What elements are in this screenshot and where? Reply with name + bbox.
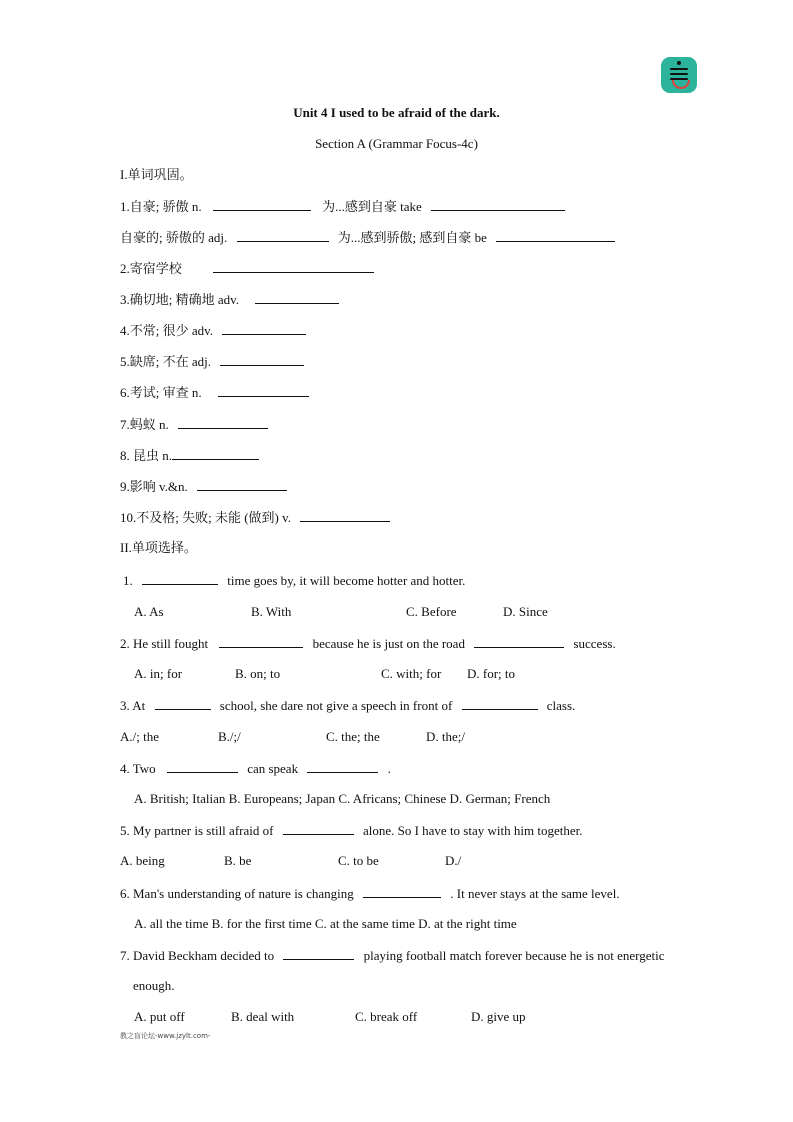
answer-blank[interactable] [220,353,304,366]
option-d[interactable]: D./ [445,853,462,868]
option-b[interactable]: B. on; to [235,666,281,681]
vocab-item-8: 8. 昆虫 n. [120,447,259,464]
vocab-item-7: 7.蚂蚁 n. [120,416,268,433]
footer-source: 教之盲论坛-www.jzylt.com- [120,1032,211,1040]
mc-question-7-continued: enough. [133,978,175,993]
option-c[interactable]: C. Before [406,604,457,619]
option-a[interactable]: A. being [120,853,165,868]
mc-question-6: 6. Man's understanding of nature is changing . It never stays at the same level. [120,886,620,901]
answer-blank[interactable] [255,291,339,304]
mc-question-5: 5. My partner is still afraid of alone. So I have to stay with him together. [120,823,583,838]
answer-blank[interactable] [213,198,311,211]
answer-blank[interactable] [300,509,390,522]
vocab-item-9: 9.影响 v.&n. [120,478,287,495]
answer-blank[interactable] [283,947,354,960]
part1-heading: I.单词巩固。 [120,167,193,182]
vocab-item-4: 4.不常; 很少 adv. [120,322,306,339]
option-a[interactable]: A./; the [120,729,159,744]
vocab-item-3: 3.确切地; 精确地 adv. [120,291,339,308]
option-b[interactable]: B. deal with [231,1009,295,1024]
answer-blank[interactable] [237,229,329,242]
mc-question-7: 7. David Beckham decided to playing football match forever because he is not energetic [120,948,665,963]
option-c[interactable]: C. to be [338,853,379,868]
option-d[interactable]: D. Since [503,604,548,619]
option-d[interactable]: D. give up [471,1009,526,1024]
option-a[interactable]: A. As [134,604,164,619]
mc-question-3: 3. At school, she dare not give a speech in front of class. [120,698,576,713]
option-b[interactable]: B. be [224,853,252,868]
answer-blank[interactable] [219,635,303,648]
answer-blank[interactable] [197,478,287,491]
option-c[interactable]: C. break off [355,1009,418,1024]
vocab-item-10: 10.不及格; 失败; 未能 (做到) v. [120,509,390,526]
answer-blank[interactable] [363,885,441,898]
page-subtitle: Section A (Grammar Focus-4c) [315,136,478,151]
answer-blank[interactable] [474,635,564,648]
answer-blank[interactable] [283,822,354,835]
answer-blank[interactable] [213,260,374,273]
answer-blank[interactable] [155,697,211,710]
answer-blank[interactable] [142,572,218,585]
answer-blank[interactable] [172,447,259,460]
answer-blank[interactable] [431,198,565,211]
site-logo-icon [661,57,697,93]
vocab-item-2: 2.寄宿学校 [120,260,374,277]
vocab-item-5: 5.缺席; 不在 adj. [120,353,304,370]
option-d[interactable]: D. for; to [467,666,516,681]
answer-blank[interactable] [222,322,306,335]
option-b[interactable]: B. With [251,604,292,619]
answer-blank[interactable] [462,697,538,710]
options-line[interactable]: A. British; Italian B. Europeans; Japan C. Africans; Chinese D. German; French [134,791,551,806]
part2-heading: II.单项选择。 [120,540,197,555]
option-a[interactable]: A. in; for [134,666,183,681]
vocab-item-1b: 自豪的; 骄傲的 adj. 为...感到骄傲; 感到自豪 be [120,229,615,246]
options-line[interactable]: A. all the time B. for the first time C. at the same time D. at the right time [134,916,517,931]
mc-question-2: 2. He still fought because he is just on the road success. [120,636,616,651]
option-c[interactable]: C. with; for [381,666,442,681]
answer-blank[interactable] [167,760,238,773]
mc-question-4: 4. Two can speak . [120,761,391,776]
option-b[interactable]: B./;/ [218,729,241,744]
mc-question-1: 1. time goes by, it will become hotter and hotter. [123,573,466,588]
vocab-item-1a: 1.自豪; 骄傲 n. 为...感到自豪 take [120,198,565,215]
option-a[interactable]: A. put off [134,1009,185,1024]
answer-blank[interactable] [307,760,378,773]
answer-blank[interactable] [218,384,309,397]
option-c[interactable]: C. the; the [326,729,380,744]
vocab-item-6: 6.考试; 审查 n. [120,384,309,401]
answer-blank[interactable] [178,416,268,429]
option-d[interactable]: D. the;/ [426,729,465,744]
page-title: Unit 4 I used to be afraid of the dark. [293,105,500,120]
answer-blank[interactable] [496,229,615,242]
